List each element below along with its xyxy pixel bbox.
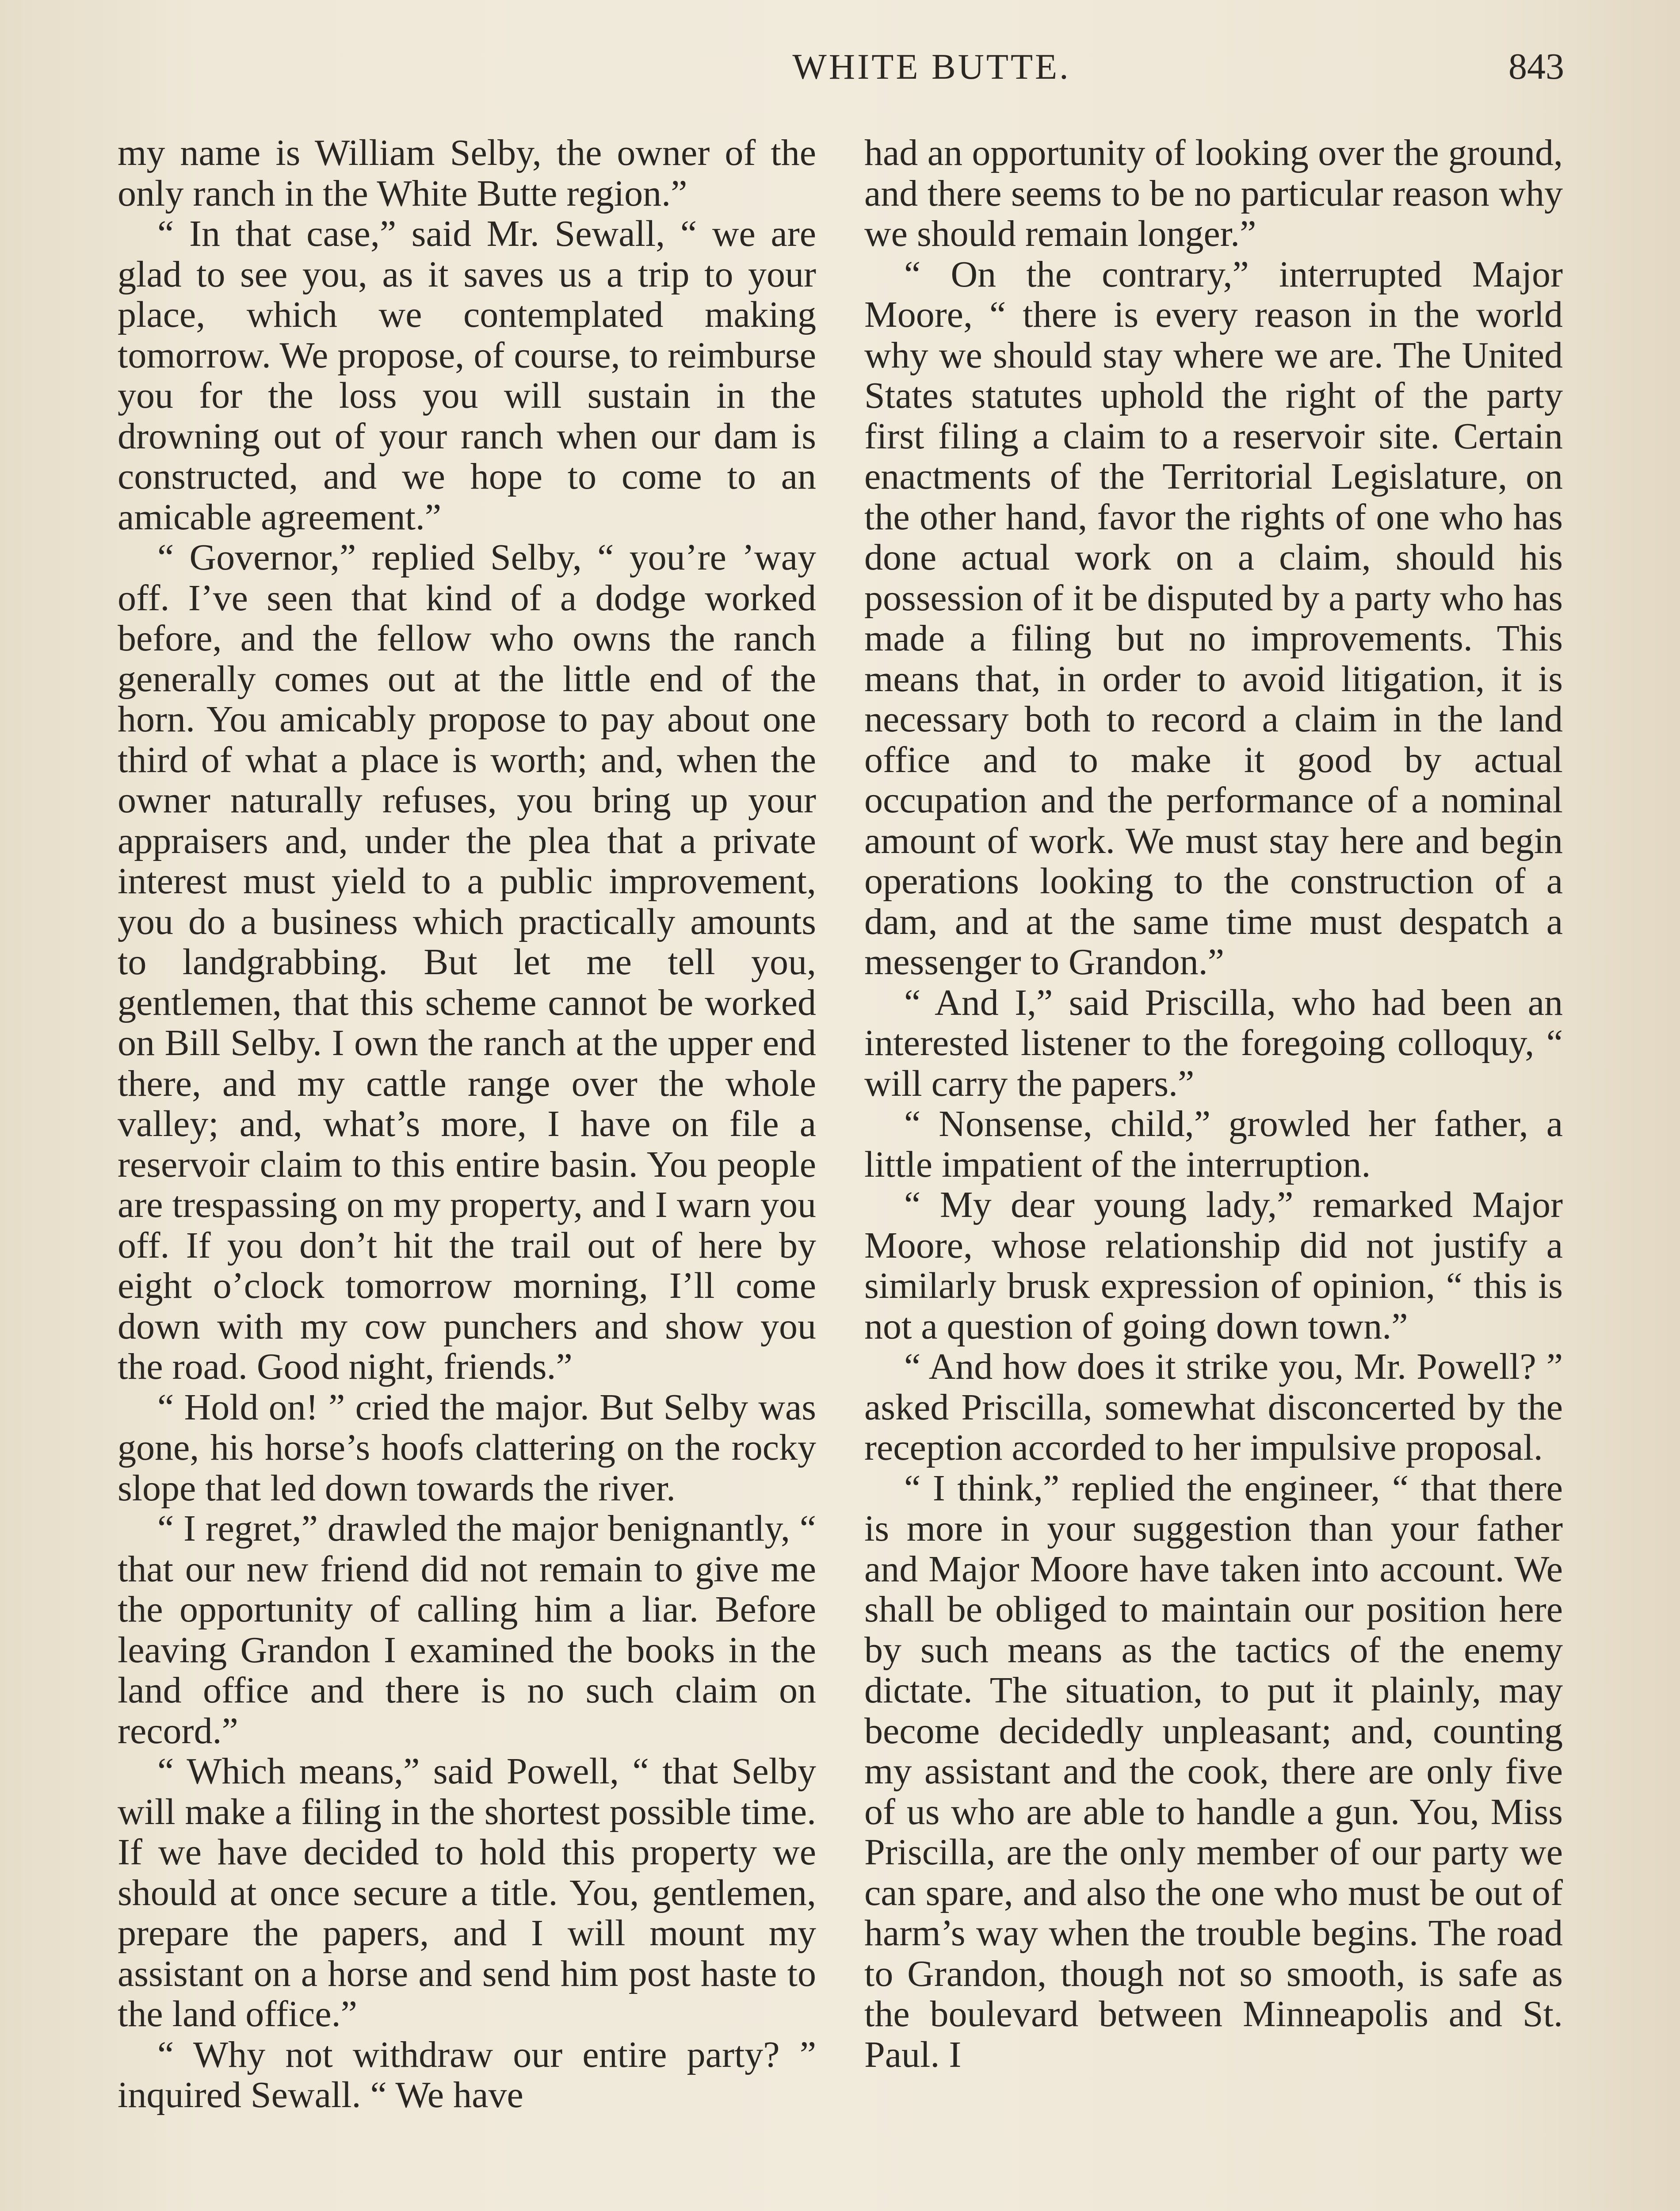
paragraph: “ Hold on! ” cried the major. But Selby was gone, his horse’s hoofs clattering on the rocky slope that led down towards the river. (118, 1386, 816, 1509)
paragraph: my name is William Selby, the owner of the only ranch in the White Butte region.” (118, 132, 816, 214)
paragraph: “ And I,” said Priscilla, who had been an interested listener to the foregoing colloquy, “ will carry the papers.” (864, 982, 1563, 1104)
paragraph: “ My dear young lady,” remarked Major Moore, whose relationship did not justify a similarly brusk expression of opinion, “ this is not a question of going down town.” (864, 1184, 1563, 1347)
page-number: 843 (1508, 46, 1564, 87)
paragraph: “ I think,” replied the engineer, “ that there is more in your suggestion than your father and Major Moore have taken into account. We shall be obliged to maintain our position here by such means as the tactics of the enemy dictate. The situation, to put it plainly, may become decidedly unpleasant; and, counting my assistant and the cook, there are only five of us who are able to handle a gun. You, Miss Priscilla, are the only member of our party we can spare, and also the one who must be out of harm’s way when the trouble begins. The road to Grandon, though not so smooth, is safe as the boulevard between Minneapolis and St. Paul. I (864, 1467, 1563, 2075)
paragraph: “ Why not withdraw our entire party? ” inquired Sewall. “ We have (118, 2034, 816, 2115)
paragraph: “ And how does it strike you, Mr. Powell? ” asked Priscilla, somewhat disconcerted by the reception accorded to her impulsive proposal. (864, 1346, 1563, 1468)
right-column (864, 133, 1563, 2075)
paragraph: “ Nonsense, child,” growled her father, a little impatient of the interruption. (864, 1103, 1563, 1185)
paragraph: “ I regret,” drawled the major benignantly, “ that our new friend did not remain to give me the opportunity of calling him a liar. Before leaving Grandon I examined the books in the land office and there is no such claim on record.” (118, 1508, 816, 1752)
paragraph: “ On the contrary,” interrupted Major Moore, “ there is every reason in the world why we should stay where we are. The United States statutes uphold the right of the party first filing a claim to a reservoir site. Certain enactments of the Territorial Legislature, on the other hand, favor the rights of one who has done actual work on a claim, should his possession of it be disputed by a party who has made a filing but no improvements. This means that, in order to avoid litigation, it is necessary both to record a claim in the land office and to make it good by actual occupation and the performance of a nominal amount of work. We must stay here and begin operations looking to the construction of a dam, and at the same time must despatch a messenger to Grandon.” (864, 253, 1563, 983)
paragraph: had an opportunity of looking over the ground, and there seems to be no particular reason why we should remain longer.” (864, 132, 1563, 254)
page-header (120, 42, 1564, 91)
paragraph: “ Which means,” said Powell, “ that Selby will make a filing in the shortest possible time. If we have decided to hold this property we should at once secure a title. You, gentlemen, prepare the papers, and I will mount my assistant on a horse and send him post haste to the land office.” (118, 1751, 816, 2035)
left-column (118, 133, 816, 2115)
paragraph: “ Governor,” replied Selby, “ you’re ’way off. I’ve seen that kind of a dodge worked before, and the fellow who owns the ranch generally comes out at the little end of the horn. You amicably propose to pay about one third of what a place is worth; and, when the owner naturally refuses, you bring up your appraisers and, under the plea that a private interest must yield to a public improvement, you do a business which practically amounts to landgrabbing. But let me tell you, gentlemen, that this scheme cannot be worked on Bill Selby. I own the ranch at the upper end there, and my cattle range over the whole valley; and, what’s more, I have on file a reservoir claim to this entire basin. You people are trespassing on my property, and I warn you off. If you don’t hit the trail out of here by eight o’clock tomorrow morning, I’ll come down with my cow punchers and show you the road. Good night, friends.” (118, 537, 816, 1387)
running-head: WHITE BUTTE. (792, 46, 1071, 87)
paragraph: “ In that case,” said Mr. Sewall, “ we are glad to see you, as it saves us a trip to your place, which we contemplated making tomorrow. We propose, of course, to reimburse you for the loss you will sustain in the drowning out of your ranch when our dam is constructed, and we hope to come to an amicable agreement.” (118, 213, 816, 538)
